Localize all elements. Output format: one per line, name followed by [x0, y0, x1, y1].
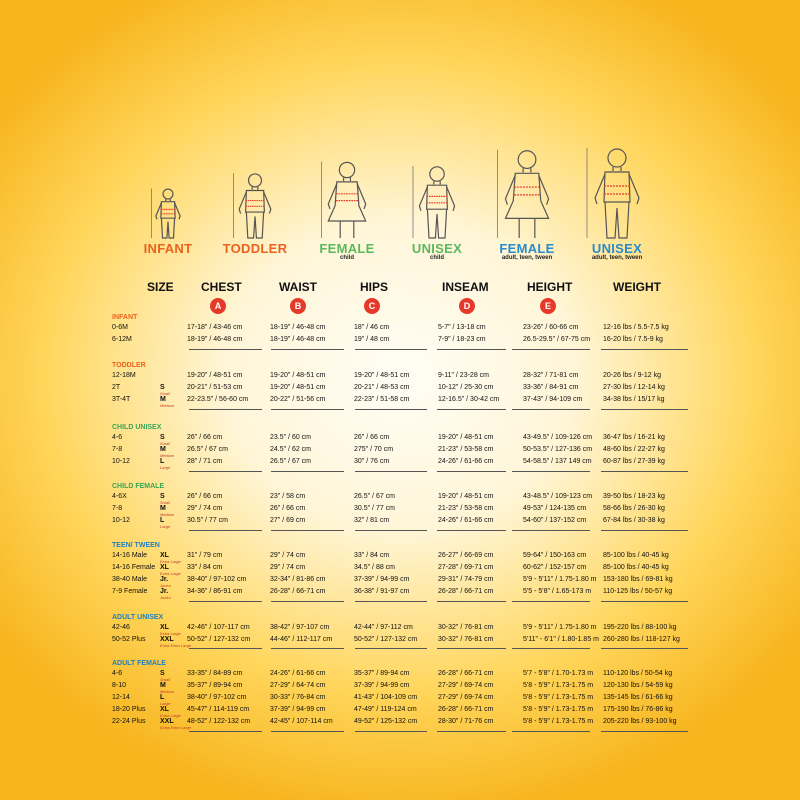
cell-height: 43-49.5" / 109-126 cm [523, 434, 593, 441]
cell-weight: 34-38 lbs / 15/17 kg [603, 396, 665, 403]
size-letter: M [160, 446, 166, 453]
table-row [112, 718, 692, 729]
size-name: 12-14 [112, 694, 130, 701]
table-row [112, 517, 692, 528]
cell-hips: 37-39" / 94-99 cm [354, 682, 410, 689]
cell-height: 5'8 - 5'9" / 1.73-1.75 m [523, 682, 594, 689]
cell-waist: 29" / 74 cm [270, 564, 306, 571]
divider [437, 731, 506, 732]
cell-waist: 23" / 58 cm [270, 493, 306, 500]
cell-chest: 35-37" / 89-94 cm [187, 682, 243, 689]
divider [512, 731, 590, 732]
size-letter: M [160, 505, 166, 512]
cell-hips: 35-37" / 89-94 cm [354, 670, 410, 677]
divider [601, 731, 688, 732]
column-header-height: HEIGHT [527, 280, 573, 294]
cell-inseam: 24-26" / 61-66 cm [438, 517, 494, 524]
cell-hips: 20-21" / 48-53 cm [354, 384, 410, 391]
figure-sublabel: adult, teen, tween [501, 255, 553, 261]
cell-hips: 37-39" / 94-99 cm [354, 576, 410, 583]
cell-chest: 26.5" / 67 cm [187, 446, 229, 453]
cell-hips: 30" / 76 cm [354, 458, 390, 465]
cell-inseam: 19-20" / 48-51 cm [438, 493, 494, 500]
cell-waist: 30-33" / 76-84 cm [270, 694, 326, 701]
cell-waist: 42-45" / 107-114 cm [270, 718, 333, 725]
divider [271, 731, 344, 732]
size-letter-caption: Small [160, 441, 171, 446]
size-name: 4-6X [112, 493, 127, 500]
cell-inseam: 12-16.5" / 30-42 cm [438, 396, 500, 403]
cell-inseam: 29-31" / 74-79 cm [438, 576, 494, 583]
cell-waist: 37-39" / 94-99 cm [270, 706, 326, 713]
size-name: 10-12 [112, 458, 130, 465]
size-letter-caption: Medium [160, 453, 175, 458]
size-letter: L [160, 694, 165, 701]
size-letter-caption: Extra Large [160, 571, 181, 576]
cell-hips: 47-49" / 119-124 cm [354, 706, 417, 713]
divider [355, 731, 427, 732]
size-letter-caption: Extra Extra Large [160, 725, 192, 730]
figure-label: FEMALE [319, 241, 375, 256]
cell-height: 59-64" / 150-163 cm [523, 552, 587, 559]
size-name: 0-6M [112, 324, 128, 331]
cell-hips: 33" / 84 cm [354, 552, 390, 559]
cell-height: 5'8 - 5'9" / 1.73-1.75 m [523, 706, 594, 713]
column-header-hips: HIPS [360, 280, 389, 294]
cell-waist: 23.5" / 60 cm [270, 434, 312, 441]
divider [355, 530, 427, 531]
measure-badge-c: C [364, 298, 380, 314]
cell-inseam: 27-29" / 69-74 cm [438, 694, 494, 701]
cell-height: 5'11" - 6'1" / 1.80-1.85 m [523, 635, 599, 643]
divider [512, 648, 590, 649]
divider [437, 409, 506, 410]
cell-height: 28-32" / 71-81 cm [523, 372, 579, 379]
size-letter-caption: Small [160, 500, 171, 505]
measure-badge-a: A [210, 298, 226, 314]
size-letter-caption: Large [160, 524, 171, 529]
size-letter-caption: Large [160, 701, 171, 706]
size-name: 7-9 Female [112, 588, 148, 595]
cell-weight: 260-280 lbs / 118-127 kg [603, 635, 680, 643]
size-letter-caption: Medium [160, 512, 175, 517]
size-letter: S [160, 434, 165, 441]
cell-waist: 19-20" / 48-51 cm [270, 384, 326, 391]
cell-height: 50-53.5" / 127-136 cm [523, 446, 593, 453]
cell-chest: 17-18" / 43-46 cm [187, 324, 243, 331]
cell-chest: 38-40" / 97-102 cm [187, 694, 247, 701]
cell-height: 23-26" / 60-66 cm [523, 324, 579, 331]
cell-waist: 27-29" / 64-74 cm [270, 682, 326, 689]
divider [189, 409, 262, 410]
size-name: 8-10 [112, 682, 127, 689]
cell-weight: 85-100 lbs / 40-45 kg [603, 564, 669, 571]
divider [512, 409, 590, 410]
column-header-inseam: INSEAM [442, 280, 489, 294]
cell-height: 26.5-29.5" / 67-75 cm [523, 336, 591, 343]
cell-waist: 26-28" / 66-71 cm [270, 588, 326, 595]
cell-chest: 33" / 84 cm [187, 564, 223, 571]
figure-label: UNISEX [411, 241, 463, 256]
size-letter-caption: Extra Large [160, 559, 181, 564]
cell-weight: 36-47 lbs / 16-21 kg [603, 434, 665, 441]
section-label: ADULT FEMALE [112, 660, 166, 667]
size-letter-caption: Extra Large [160, 631, 181, 636]
size-name: 4-6 [112, 434, 123, 441]
size-letter-caption: Medium [160, 403, 175, 408]
divider [512, 530, 590, 531]
figure-label: FEMALE [499, 241, 555, 256]
cell-chest: 34-36" / 86-91 cm [187, 588, 243, 595]
divider [437, 471, 506, 472]
cell-hips: 22-23" / 51-58 cm [354, 396, 410, 403]
divider [355, 349, 427, 350]
cell-hips: 18" / 46 cm [354, 324, 390, 331]
divider [189, 648, 262, 649]
cell-height: 60-62" / 152-157 cm [523, 564, 587, 571]
section-label: INFANT [112, 314, 138, 321]
divider [271, 409, 344, 410]
cell-height: 54-58.5" / 137 149 cm [523, 458, 592, 465]
divider [601, 530, 688, 531]
cell-hips: 41-43" / 104-109 cm [354, 694, 418, 701]
cell-inseam: 26-28" / 66-71 cm [438, 706, 494, 713]
column-header-weight: WEIGHT [613, 280, 661, 294]
table-row [112, 493, 692, 504]
divider [437, 648, 506, 649]
cell-inseam: 26-28" / 66-71 cm [438, 588, 494, 595]
section-label: TODDLER [112, 362, 146, 369]
size-name: 7-8 [112, 446, 123, 453]
table-row [112, 706, 692, 717]
cell-hips: 30.5" / 77 cm [354, 505, 396, 512]
cell-hips: 42-44" / 97-112 cm [354, 624, 413, 631]
cell-height: 5'9 - 5'11" / 1.75-1.80 m [523, 624, 597, 631]
cell-weight: 12-16 lbs / 5.5-7.5 kg [603, 324, 669, 331]
table-row [112, 434, 692, 445]
cell-height: 5'5 - 5'8" / 1.65-173 m [523, 588, 592, 595]
size-letter: S [160, 384, 165, 391]
cell-height: 5'7 - 5'8" / 1.70-1.73 m [523, 670, 594, 677]
cell-weight: 39-50 lbs / 18-23 kg [603, 493, 665, 500]
section-label: CHILD FEMALE [112, 483, 165, 490]
cell-waist: 32-34" / 81-86 cm [270, 576, 326, 583]
divider [271, 349, 344, 350]
divider [437, 349, 506, 350]
cell-inseam: 9-11" / 23-28 cm [438, 372, 489, 379]
size-name: 18-20 Plus [112, 706, 146, 713]
measure-badge-e: E [540, 298, 556, 314]
cell-waist: 26" / 66 cm [270, 505, 306, 512]
cell-hips: 19-20" / 48-51 cm [354, 372, 410, 379]
cell-inseam: 19-20" / 48-51 cm [438, 434, 494, 441]
cell-chest: 28" / 71 cm [187, 458, 223, 465]
cell-inseam: 7-9" / 18-23 cm [438, 336, 486, 343]
size-letter: XXL [160, 718, 174, 725]
cell-waist: 26.5" / 67 cm [270, 458, 312, 465]
section-label: ADULT UNISEX [112, 614, 164, 621]
divider [355, 648, 427, 649]
size-name: 22-24 Plus [112, 718, 146, 725]
column-header-size: SIZE [147, 280, 174, 294]
cell-weight: 16-20 lbs / 7.5-9 kg [603, 336, 663, 343]
size-letter: XXL [160, 635, 174, 643]
table-row [112, 670, 692, 681]
divider [437, 530, 506, 531]
cell-waist: 38-42" / 97-107 cm [270, 624, 330, 631]
cell-chest: 42-46" / 107-117 cm [187, 624, 250, 631]
cell-height: 5'8 - 5'9" / 1.73-1.75 m [523, 718, 594, 725]
cell-chest: 22-23.5" / 56-60 cm [187, 396, 249, 403]
silhouette-icon [562, 140, 672, 240]
divider [271, 601, 344, 602]
cell-hips: 36-38" / 91-97 cm [354, 588, 410, 595]
cell-hips: 19" / 48 cm [354, 336, 390, 343]
section-label: TEEN/ TWEEN [112, 542, 160, 549]
cell-hips: 34.5" / 88 cm [354, 564, 396, 571]
figure-sublabel: child [429, 255, 444, 261]
cell-weight: 195-220 lbs / 88-100 kg [603, 624, 677, 631]
size-letter: Jr. [160, 588, 169, 595]
cell-weight: 60-87 lbs / 27-39 kg [603, 458, 665, 465]
cell-weight: 67-84 lbs / 30-38 kg [603, 517, 665, 524]
cell-height: 33-36" / 84-91 cm [523, 384, 579, 391]
size-letter-caption: Small [160, 391, 171, 396]
divider [189, 530, 262, 531]
cell-weight: 58-66 lbs / 26-30 kg [603, 505, 665, 512]
table-row [112, 564, 692, 575]
size-name: 12-18M [112, 372, 136, 379]
size-letter: XL [160, 706, 169, 713]
table-row [112, 588, 692, 599]
measure-badge-d: D [459, 298, 475, 314]
cell-inseam: 26-28" / 66-71 cm [438, 670, 494, 677]
table-row [112, 458, 692, 469]
table-row [112, 446, 692, 457]
cell-chest: 38-40" / 97-102 cm [187, 576, 247, 583]
table-row [112, 624, 692, 635]
section-label: CHILD UNISEX [112, 424, 162, 431]
size-letter: XL [160, 564, 169, 571]
cell-waist: 20-22" / 51-56 cm [270, 396, 326, 403]
cell-chest: 26" / 66 cm [187, 493, 223, 500]
divider [601, 601, 688, 602]
cell-weight: 20-26 lbs / 9-12 kg [603, 372, 661, 379]
cell-hips: 275" / 70 cm [354, 446, 394, 453]
cell-chest: 45-47" / 114-119 cm [187, 706, 250, 713]
cell-weight: 153-180 lbs / 69-81 kg [603, 576, 673, 583]
cell-inseam: 24-26" / 61-66 cm [438, 458, 494, 465]
table-row [112, 396, 692, 407]
divider [355, 409, 427, 410]
cell-inseam: 27-28" / 69-71 cm [438, 564, 494, 571]
cell-weight: 85-100 lbs / 40-45 kg [603, 552, 669, 559]
cell-weight: 205-220 lbs / 93-100 kg [603, 718, 677, 725]
cell-height: 5'8 - 5'9" / 1.73-1.75 m [523, 694, 594, 701]
cell-weight: 135-145 lbs / 61-66 kg [603, 694, 673, 701]
cell-waist: 19-20" / 48-51 cm [270, 372, 326, 379]
cell-waist: 27" / 69 cm [270, 517, 306, 524]
cell-inseam: 27-29" / 69-74 cm [438, 682, 494, 689]
divider [355, 471, 427, 472]
cell-chest: 19-20" / 48-51 cm [187, 372, 243, 379]
measure-badge-b: B [290, 298, 306, 314]
cell-weight: 110-120 lbs / 50-54 kg [603, 670, 673, 677]
divider [189, 731, 262, 732]
cell-height: 49-53" / 124-135 cm [523, 505, 587, 512]
cell-weight: 110-125 lbs / 50-57 kg [603, 588, 673, 595]
size-letter: Jr. [160, 576, 169, 583]
cell-inseam: 30-32" / 76-81 cm [438, 635, 494, 643]
table-row [112, 336, 692, 347]
cell-height: 54-60" / 137-152 cm [523, 517, 587, 524]
size-letter: XL [160, 624, 169, 631]
cell-waist: 44-46" / 112-117 cm [270, 635, 333, 643]
cell-waist: 24.5" / 62 cm [270, 446, 312, 453]
cell-chest: 48-52" / 122-132 cm [187, 718, 251, 725]
table-row [112, 324, 692, 335]
divider [355, 601, 427, 602]
divider [601, 648, 688, 649]
cell-waist: 29" / 74 cm [270, 552, 306, 559]
cell-chest: 50-52" / 127-132 cm [187, 635, 251, 643]
table-row [112, 372, 692, 383]
size-name: 2T [112, 384, 121, 391]
cell-height: 5'9 - 5'11" / 1.75-1.80 m [523, 576, 597, 583]
cell-chest: 29" / 74 cm [187, 505, 223, 512]
size-name: 10-12 [112, 517, 130, 524]
cell-inseam: 30-32" / 76-81 cm [438, 624, 494, 631]
size-letter: M [160, 682, 166, 689]
cell-chest: 30.5" / 77 cm [187, 517, 229, 524]
figure-label: INFANT [143, 241, 193, 256]
divider [271, 471, 344, 472]
divider [189, 471, 262, 472]
divider [512, 601, 590, 602]
size-letter: L [160, 458, 165, 465]
column-header-waist: WAIST [279, 280, 317, 294]
body-figure-6 [562, 140, 672, 240]
cell-inseam: 26-27" / 66-69 cm [438, 552, 494, 559]
table-row [112, 384, 692, 395]
cell-chest: 18-19" / 46-48 cm [187, 336, 243, 343]
size-name: 4-6 [112, 670, 123, 677]
cell-inseam: 10-12" / 25-30 cm [438, 384, 494, 391]
cell-waist: 24-26" / 61-66 cm [270, 670, 326, 677]
table-row [112, 682, 692, 693]
size-letter: M [160, 396, 166, 403]
size-name: 14-16 Male [112, 552, 148, 559]
cell-weight: 27-30 lbs / 12-14 kg [603, 384, 665, 391]
size-name: 38-40 Male [112, 576, 148, 583]
cell-hips: 49-52" / 125-132 cm [354, 718, 418, 725]
divider [189, 349, 262, 350]
divider [271, 530, 344, 531]
size-letter-caption: Large [160, 465, 171, 470]
cell-inseam: 5-7" / 13-18 cm [438, 324, 486, 331]
size-name: 7-8 [112, 505, 123, 512]
size-name: 3T-4T [112, 396, 131, 403]
cell-hips: 50-52" / 127-132 cm [354, 635, 418, 643]
size-name: 6-12M [112, 336, 132, 343]
table-row [112, 694, 692, 705]
cell-height: 37-43" / 94-109 cm [523, 396, 583, 403]
divider [512, 471, 590, 472]
size-letter-caption: Extra Large [160, 713, 181, 718]
table-row [112, 552, 692, 563]
size-name: 50-52 Plus [112, 635, 146, 643]
table-row [112, 576, 692, 587]
cell-hips: 26" / 66 cm [354, 434, 390, 441]
figure-sublabel: child [339, 255, 354, 261]
size-letter: S [160, 670, 165, 677]
size-letter-caption: Medium [160, 689, 175, 694]
cell-waist: 18-19" / 46-48 cm [270, 336, 326, 343]
size-name: 14-16 Female [112, 564, 156, 571]
cell-chest: 26" / 66 cm [187, 434, 223, 441]
figure-label: TODDLER [222, 241, 288, 256]
table-row [112, 636, 692, 647]
column-header-chest: CHEST [201, 280, 242, 294]
cell-hips: 26.5" / 67 cm [354, 493, 396, 500]
cell-height: 43-48.5" / 109-123 cm [523, 493, 593, 500]
divider [601, 409, 688, 410]
divider [601, 349, 688, 350]
divider [189, 601, 262, 602]
divider [601, 471, 688, 472]
figure-label: UNISEX [591, 241, 643, 256]
size-letter: S [160, 493, 165, 500]
cell-chest: 33-35" / 84-89 cm [187, 670, 243, 677]
cell-weight: 48-60 lbs / 22-27 kg [603, 446, 665, 453]
size-letter: L [160, 517, 165, 524]
cell-inseam: 21-23" / 53-58 cm [438, 446, 494, 453]
cell-weight: 120-130 lbs / 54-59 kg [603, 682, 673, 689]
cell-inseam: 28-30" / 71-76 cm [438, 718, 494, 725]
size-letter-caption: Small [160, 677, 171, 682]
cell-weight: 175-190 lbs / 76-86 kg [603, 706, 673, 713]
size-letter-caption: Junior [160, 583, 171, 588]
size-letter: XL [160, 552, 169, 559]
size-letter-caption: Junior [160, 595, 171, 600]
figure-sublabel: adult, teen, tween [591, 255, 643, 261]
divider [512, 349, 590, 350]
divider [437, 601, 506, 602]
divider [271, 648, 344, 649]
cell-chest: 31" / 79 cm [187, 552, 223, 559]
size-name: 42-46 [112, 624, 130, 631]
cell-chest: 20-21" / 51-53 cm [187, 384, 243, 391]
table-row [112, 505, 692, 516]
cell-waist: 18-19" / 46-48 cm [270, 324, 326, 331]
cell-inseam: 21-23" / 53-58 cm [438, 505, 494, 512]
size-letter-caption: Extra Extra Large [160, 642, 192, 648]
cell-hips: 32" / 81 cm [354, 517, 390, 524]
